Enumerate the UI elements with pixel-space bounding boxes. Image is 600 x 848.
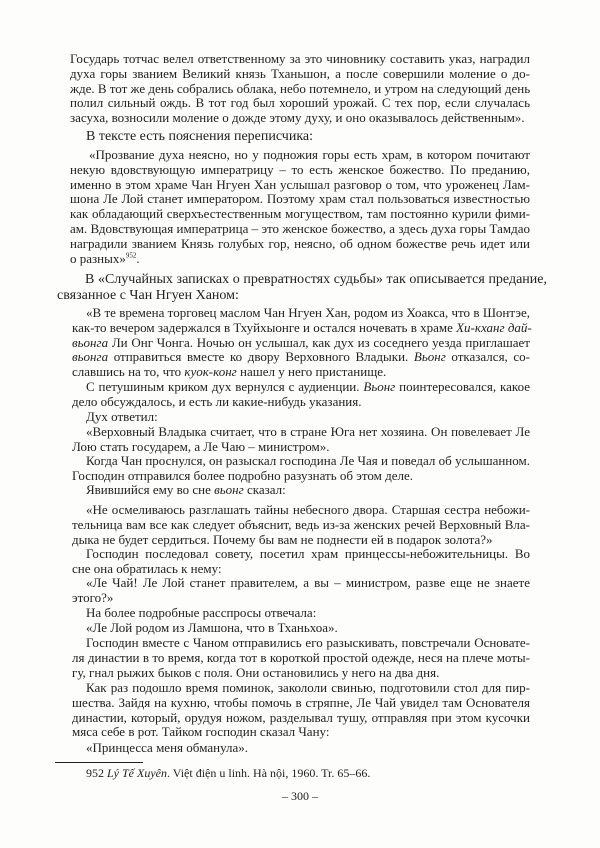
text-run: духа горы званием Великий князь Тханьшон, а после совершили моление о до-: [70, 65, 530, 81]
text-run: как-то вечером задержался в Тхуйхыонге и остался ночевать в храме: [72, 319, 457, 335]
text-run: Как раз подошло время поминок, закололи свинью, подготовили стол для пир-: [86, 680, 530, 695]
text-run: «Ле Чай! Ле Лой станет правителем, а вы – министром, разве еще не знаете: [86, 575, 530, 590]
text-line: [86, 680, 530, 695]
text-run: именно в этом храме Чан Нгуен Хан услышал разговор о том, что уроженец Лам-: [70, 176, 530, 192]
text-run: отправиться вместе ко двору Верховного Владыки.: [108, 349, 414, 365]
text-line: [72, 650, 530, 665]
text-line: [72, 724, 530, 739]
text-line: [70, 110, 530, 125]
text-line: [72, 710, 530, 725]
text-line: [70, 162, 530, 177]
text-run: Явившийся ему во сне: [86, 482, 215, 497]
text-run: связанное с Чан Нгуен Ханом:: [57, 287, 239, 303]
text-run: Господин отправился более подробно разузнать об этом деле.: [72, 467, 413, 483]
text-run: этого?»: [72, 589, 114, 605]
text-line: [72, 320, 530, 335]
footnote-source: . Việt điện u linh. Hà nội, 1960. Tr. 65–66.: [166, 766, 371, 780]
text-line: [72, 532, 530, 547]
text-line: [72, 439, 530, 454]
text-run: жде. В тот же день собрались облака, небо потемнело, и утром на следующий день: [70, 80, 531, 96]
text-run: некую вдовствующую императрицу – то есть женское божество. По преданию,: [70, 161, 530, 177]
page-number: – 300 –: [282, 789, 318, 803]
text-run: отказался, со-: [445, 349, 530, 365]
text-line: [85, 272, 547, 287]
text-run: Господин последовал совету, посетил храм принцессы-небожительницы. Во: [86, 546, 530, 561]
text-line: [86, 502, 530, 517]
text-run: Государь тотчас велел ответственному за это чиновнику составить указ, наградил: [70, 51, 530, 66]
text-run: полил сильный ождь. В тот год был хороший урожай. С тех пор, если случалась: [70, 95, 530, 111]
text-line: [72, 335, 530, 350]
italic-term: Вьонг: [413, 349, 446, 365]
italic-term: Хи-кханг дай-: [456, 319, 532, 335]
text-line: [86, 605, 530, 620]
text-run: тельница вам все как следует объяснит, ведь из-за женских речей Верховный Вла-: [72, 516, 530, 532]
text-run: сказал:: [243, 482, 286, 497]
text-run: о разных»: [70, 250, 126, 266]
text-line: [70, 51, 530, 66]
text-run: наградили званием Князь голубых гор, неясно, об одном божестве речь идет или: [70, 235, 530, 251]
italic-term: куок-конг: [184, 364, 237, 380]
text-line: [70, 66, 530, 81]
footnote: [86, 766, 370, 780]
italic-term: Вьонг: [363, 379, 396, 394]
text-run: славшись на то, что: [72, 364, 185, 380]
text-line: [72, 394, 530, 409]
text-run: дыка не будет сердиться. Почему бы вам не поднести ей в подарок золота?»: [72, 531, 493, 547]
text-line: [86, 129, 530, 144]
text-line: [86, 424, 530, 439]
text-run: гу, гнал рыжих быков с поля. Они остановились у него на два дня.: [72, 664, 440, 680]
text-run: «В те времена торговец маслом Чан Нгуен Хан, родом из Хоакса, что в Шонтэе,: [86, 305, 530, 320]
text-line: [70, 95, 530, 110]
text-line: [86, 635, 530, 650]
text-line: [72, 695, 530, 710]
text-line: [86, 305, 530, 320]
footnote-author: Lý Tế Xuyên: [107, 766, 167, 780]
italic-term: вьонга: [72, 334, 109, 350]
text-run: «Принцесса меня обманула».: [86, 740, 249, 755]
text-line: [70, 177, 530, 192]
text-run: засуха, возносили моление о дожде этому духу, и оно оказывалось действенным».: [70, 110, 525, 126]
text-run: С петушиным криком дух вернулся с аудиенции.: [86, 379, 364, 394]
text-run: поинтересовался, какое: [395, 379, 531, 394]
text-run: династии, который, орудуя ножом, разделывал тушу, отправляя при этом кусочки: [72, 709, 530, 725]
text-line: [70, 251, 530, 266]
text-line: [72, 590, 530, 605]
text-run: Лою стать государем, а Ле Чаю – министром».: [72, 438, 330, 454]
text-run: ля династии в то время, когда тот в короткой простой одежде, неся на плече моты-: [72, 649, 530, 665]
text-run: «Ле Лой родом из Ламшона, что в Тханьхоа».: [86, 620, 338, 635]
text-run: ам. Вдовствующая императрица – это женское божество, а здесь духа горы Тамдао: [70, 221, 530, 236]
text-line: [86, 379, 530, 394]
text-run: как обладающий сверхъестественным могуществом, там постоянно курили фими-: [70, 206, 530, 222]
text-run: Ли Онг Чонга. Ночью он услышал, как дух из соседнего уезда приглашает: [108, 334, 530, 350]
text-line: [72, 665, 530, 680]
text-line: [86, 740, 530, 755]
text-run: нашел у него пристанище.: [236, 364, 387, 380]
text-run: В «Случайных записках о превратностях судьбы» так описывается предание,: [85, 272, 547, 287]
text-line: [86, 453, 530, 468]
text-run: «Прозвание духа неясно, но у подножия горы есть храм, в котором почитают: [89, 147, 530, 162]
footnote-reference: 952: [125, 251, 137, 260]
text-line: [72, 517, 530, 532]
footnote-number: 952: [86, 766, 107, 780]
footnote-divider: [55, 762, 143, 763]
text-line: [86, 409, 530, 424]
text-line: [70, 81, 530, 96]
text-run: Когда Чан проснулся, он разыскал господина Ле Чая и поведал об услышанном.: [86, 453, 530, 468]
text-line: [72, 349, 530, 364]
text-run: шества. Зайдя на кухню, чтобы помочь в стряпне, Ле Чай увидел там Основателя: [72, 694, 530, 710]
text-line: [70, 206, 530, 221]
text-line: [72, 561, 530, 576]
text-line: [72, 468, 530, 483]
text-run: мяса себе в рот. Тайком господин сказал Чану:: [72, 724, 330, 740]
text-line: [86, 546, 530, 561]
text-run: На более подробные расспросы отвечала:: [86, 605, 317, 620]
italic-term: вьонг: [214, 482, 244, 497]
text-line: [72, 364, 530, 379]
text-line: [70, 221, 530, 236]
text-run: «Не осмеливаюсь разглашать тайны небесного двора. Старшая сестра небожи-: [86, 502, 530, 517]
text-run: .: [136, 250, 140, 266]
text-run: В тексте есть пояснения переписчика:: [86, 129, 314, 144]
text-run: «Верховный Владыка считает, что в стране Юга нет хозяина. Он повелевает Ле: [86, 424, 530, 439]
text-run: дело обсуждалось, и есть ли какие-нибудь указания.: [72, 393, 362, 409]
text-line: [70, 191, 530, 206]
text-run: шона Ле Лой станет императором. Поэтому храм стал пользоваться известностью: [70, 191, 530, 207]
italic-term: вьонга: [72, 349, 109, 365]
text-line: [86, 482, 530, 497]
text-line: [57, 288, 547, 303]
text-line: [70, 236, 530, 251]
text-line: [86, 575, 530, 590]
text-run: сне она обратилась к нему:: [72, 560, 222, 576]
text-run: Дух ответил:: [86, 409, 158, 424]
text-line: [89, 147, 530, 162]
text-line: [86, 620, 530, 635]
text-run: Господин вместе с Чаном отправились его разыскивать, повстречали Основате-: [86, 635, 530, 650]
